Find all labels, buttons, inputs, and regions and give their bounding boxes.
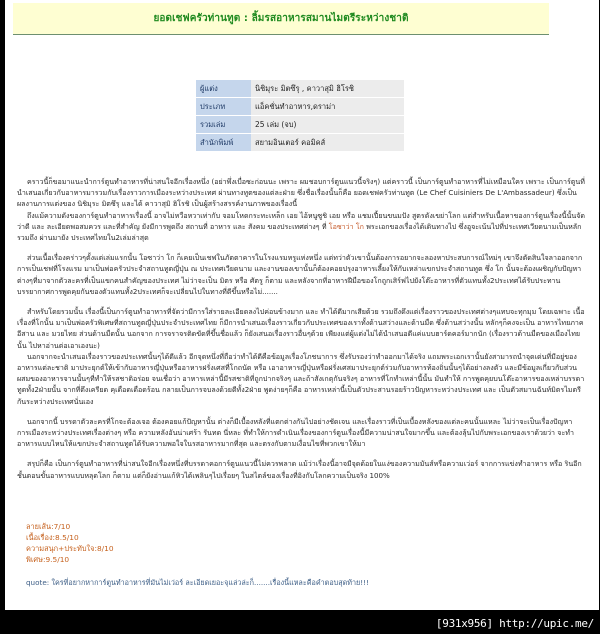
paragraph-summary: สรุปก็คือ เป็นการ์ตูนทำอาหารที่น่าสนใจอีกเรื่องหนึ่งที่บรรดาคอการ์ตูนแนวนี้ไม่ควรพลาด แม้ว่าเรื่องนี้อาจมีจุดด้อยในแง่ของความมันส์หรือความเว่อร์ จากการแข่งทำอาหาร หรือ รินอีกชั้นตอนขั้นอาหารแบบหลุดโลก ก็ตาม แต่ก็ยังอ่านแก้หิวได้เพลินๆไปเรื่อยๆ ในสไตล์ของเรื่องที่อิงกับโลกความเป็นจริง 100% — [17, 459, 582, 480]
ratings-list — [26, 521, 114, 565]
info-value: สยามอินเตอร์ คอมิคส์ — [251, 134, 404, 151]
info-row-volumes — [196, 116, 404, 133]
info-label: รวมเล่ม — [196, 116, 251, 133]
text-span: พระเอกของเรื่องได้เดินทางไป ซึ่งอูจะเน้นไปที่ประเทศเวียดนามเป็นหลัก รวมถึง ผ่านมายัง ประเทศไทยใน2เล่มล่าสุด — [17, 221, 582, 243]
info-row-author — [196, 80, 404, 97]
info-label: ประเภท — [196, 98, 251, 115]
info-value: แอ็คชั่นทำอาหาร,ดราม่า — [251, 98, 404, 115]
info-label: ผู้แต่ง — [196, 80, 251, 97]
page-title: ยอดเชฟครัวท่านทูต : ลิ้มรสอาหารสมานไมตรีระหว่างชาติ — [153, 13, 409, 24]
quote-line: quote: ใครที่อยากหาการ์ตูนทำอาหารที่มันไม่เว่อร์ ละเอียดเยอะจุแล่วล่ะก็.......เรื่องนี้แหละคือคำตอบสุดท้าย!!! — [26, 578, 369, 587]
rating-fun: ความสนุก+ประทับใจ:8/10 — [26, 544, 114, 553]
review-body — [17, 176, 585, 490]
paragraph-overall: สำหรับโดยรวมนั้น เรื่องนี้เป็นการ์ตูนทำอาหารที่จัดว่ามีการใส่รายละเอียดลงไปค่อนข้างมาก และ ทำได้ดีมากเสียด้วย รวมถึงดึงแต่เรื่องราวของประเทศต่างๆแทบจะทุกมุม โดยเฉพาะ เนื้อเรื่องที่โกนั้น มาเป็นพ่อครัวพิเศษที่สถานทูตญี่ปุ่นประจำประเทศไทย ก็มีการนำเสนอเรื่องราวเกี่ยวกับประเทศของเราทั้งด้านสว่างและด้านมืด ซึ่งด้านสว่างนั้น หลักๆก็คงจะเป็น อาหารไทยภาคอีสาน และ มวยไทย ส่วนด้านมืดนั้น นอกจาก การจราจรติดขัดที่ขึ้นชื่อแล้ว ก็ยังเสนอเรื่องราวอื่นๆด้วย เพียงแต่ผู้แต่งไม่ได้นำเสนอดีแค่แบบฮาร์ดคอร์มากนัก (เรื่องราวด้านมืดของเมืองไทยนั้น ไปหาอ่านต่อเอาเองนะ) — [17, 307, 585, 350]
info-label: สำนักพิมพ์ — [196, 134, 251, 151]
image-watermark: [931x956] http://upic.me/ — [435, 617, 594, 630]
paragraph-overall-2: นอกจากจะนำเสนอเรื่องราวของประเทศนั้นๆได้ดีแล้ว อีกจุดหนึ่งที่ถือว่าทำได้ดีคือข้อมูลเรื่องโภชนาการ ซึ่งรับรองว่าทำออกมาได้จริง แถมพระเอกเรานั้นยังสามารถนำจุดเด่นที่มีอยู่ของอาหารแต่ละชาติ มาประยุกต์ให้เข้ากับอาหารญี่ปุ่นหรืออาหารฝรั่งเศสที่โกถนัด หรือ เอาอาหารญี่ปุ่นหรือฝรั่งเศสมาประยุกต์ร่วมกับอาหารท้องถิ่นนั้นๆได้อย่างลงตัว และมีข้อมูลเกี่ยวกับส่วนผสมของอาหารจานนั้นๆที่ทำให้รสชาติอร่อย จนเชื่อว่า อาหารเหล่านี้มีรสชาติที่ถูกปากจริงๆ และถ้าสังเกตุกันจริงๆ อาหารที่โกทำเหล่านี้นั้น มันทำให้ การพูดคุยบนโต๊ะอาหารของเหล่าบรรดาทูตทั้ง2ฝ่ายนั้น จากที่ตึงเครียด คุเดือดเดือดร้อน กลายเป็นการจบลงด้วยดีทั้ง2ฝ่าย พูดง่ายๆก็คือ อาหารเหล่านี้เป็นตัวประสานรอยร้าวปัญหาระหว่างประเทศ และ เป็นตัวสมานฉันท์มิตรไมตรีกันระหว่างประเทศนั่นเอง — [17, 351, 585, 406]
info-value: นิชิมุระ มิตซึรุ , คาวาสุมิ ฮิโรชิ — [251, 80, 404, 97]
paragraph-characters: นอกจากนี้ บรรดาตัวละครที่โกจะต้องเจอ ต้องคอยแก้ปัญหานั้น ต่างก็มีเบื้องหลังที่แตกต่างกันไปอย่างชัดเจน และเรื่องราวที่เป็นเบื้องหลังของแต่ละคนนั้นแหละ ไม่ว่าจะเป็นเรื่องปัญหาการเมืองระหว่างประเทศเรื่องต่างๆ หรือ ความหลังอันน่าเศร้า รันทด นี่หละ ที่ทำให้การดำเนินเรื่องของการ์ตูนเรื่องนี้มีความน่าสนใจมากขึ้น และต้องลุ้นไปกับพระเอกของเราด้วยว่า จะทำอาหารแบบไหนให้แขกประจำสถานทูตได้รับความพอใจในรสอาหารมากที่สุด และตรงกับตามเงื่อนไขที่พวกเขาให้มา — [17, 416, 574, 449]
rating-special: พิเศษ:9.5/10 — [26, 555, 70, 564]
title-banner — [13, 3, 549, 35]
rating-story: เนื้อเรื่อง:8.5/10 — [26, 533, 79, 542]
info-value: 25 เล่ม (จบ) — [251, 116, 404, 133]
page — [5, 0, 599, 610]
paragraph-intro-2 — [17, 210, 585, 244]
text-span: ถึงแม้ความดังของการ์ตูนทำอาหารเรื่องนี้ อาจไม่หวือหวาเท่ากับ จอมโหดกระทะเหล็ก เอย ไอ้หนูซูชิ เอย หรือ แชมเปี้ยนขนมปัง สูตรดังเขย่าโลก แต่สำหรับเนื้อหาของการ์ตูนเรื่องนี้นั้นจัดว่าดี และ ละเอียดพอสมควร และที่สำคัญ ยังมีการพูดถึง สถานที่ อาหาร และ สังคม ของประเทศต่างๆ ที่ — [17, 210, 585, 231]
rating-art: ลายเส้น:7/10 — [26, 522, 71, 531]
info-row-publisher — [196, 134, 404, 151]
book-info-table — [196, 79, 404, 152]
highlight-protagonist: โอซาว่า โก — [328, 221, 364, 231]
paragraph-intro: คราวนี้ก็ขอมาแนะนำการ์ตูนทำอาหารที่น่าสนใจอีกเรื่องหนึ่ง (อย่าพึ่งเบื่อซะก่อนนะ เพราะ ผมชอบการ์ตูนแนวนี้จริงๆ) แต่คราวนี้ เป็นการ์ตูนทำอาหารที่ไม่เหมือนใคร เพราะ เป็นการ์ตูนที่นำเสนอเกี่ยวกับอาหารมารวมกับเรื่องราวการเมืองระหว่างประเทศ ผ่านทางทูตของแต่ละฝ่าย ซึ่งชื่อเรื่องนั้นก็คือ ยอดเชฟครัวท่านทูต (Le Chef Cuisiniers De L'Ambassadeur) ซึ่งเป็นผลงานการแต่งของ นิชิมุระ มิตซึรุ และได้ คาวาสุมิ ฮิโรชิ เป็นผู้สร้างสรรค์งานภาพของเรื่องนี้ — [17, 177, 585, 209]
paragraph-plot: ส่วนเนื้อเรื่องคร่าวๆตั้งแต่เล่มแรกนั้น โอซาว่า โก ก็เคยเป็นเชฟในภัตตาคารในโรงแรมหรูแห่งหนึ่ง แต่ทว่าตัวเขานั้นต้องการอยากจะลองหาประสบการณ์ใหม่ๆ เขาจึงตัดสินใจลาออกจากการเป็นเชฟที่โรงแรม มาเป็นพ่อครัวประจำสถานทูตญี่ปุ่น ณ ประเทศเวียดนาม และงานของเขานั้นก็ต้องคอยปรุงอาหารเลี้ยงให้กับเหล่าแขกประจำสถานทูต ซึ่ง โก นั้นจะต้องเผชิญกับปัญหาต่างๆที่มาจากตัวละครที่เป็นแขกคนสำคัญของประเทศ ไม่ว่าจะเป็น มิตร หรือ ศัตรู ก็ตาม และหลังจากที่อาหารฝีมือของโกถูกเสิร์ฟไปยังโต๊ะอาหารที่ตัวแทนทั้ง2ประเทศได้รับประทาน บรรยากาศการพูดคุยกันของตัวแทนทั้ง2ประเทศก็จะเปลี่ยนไปในทางที่ดีขึ้นหรือไม่....... — [17, 253, 583, 296]
info-row-genre — [196, 98, 404, 115]
